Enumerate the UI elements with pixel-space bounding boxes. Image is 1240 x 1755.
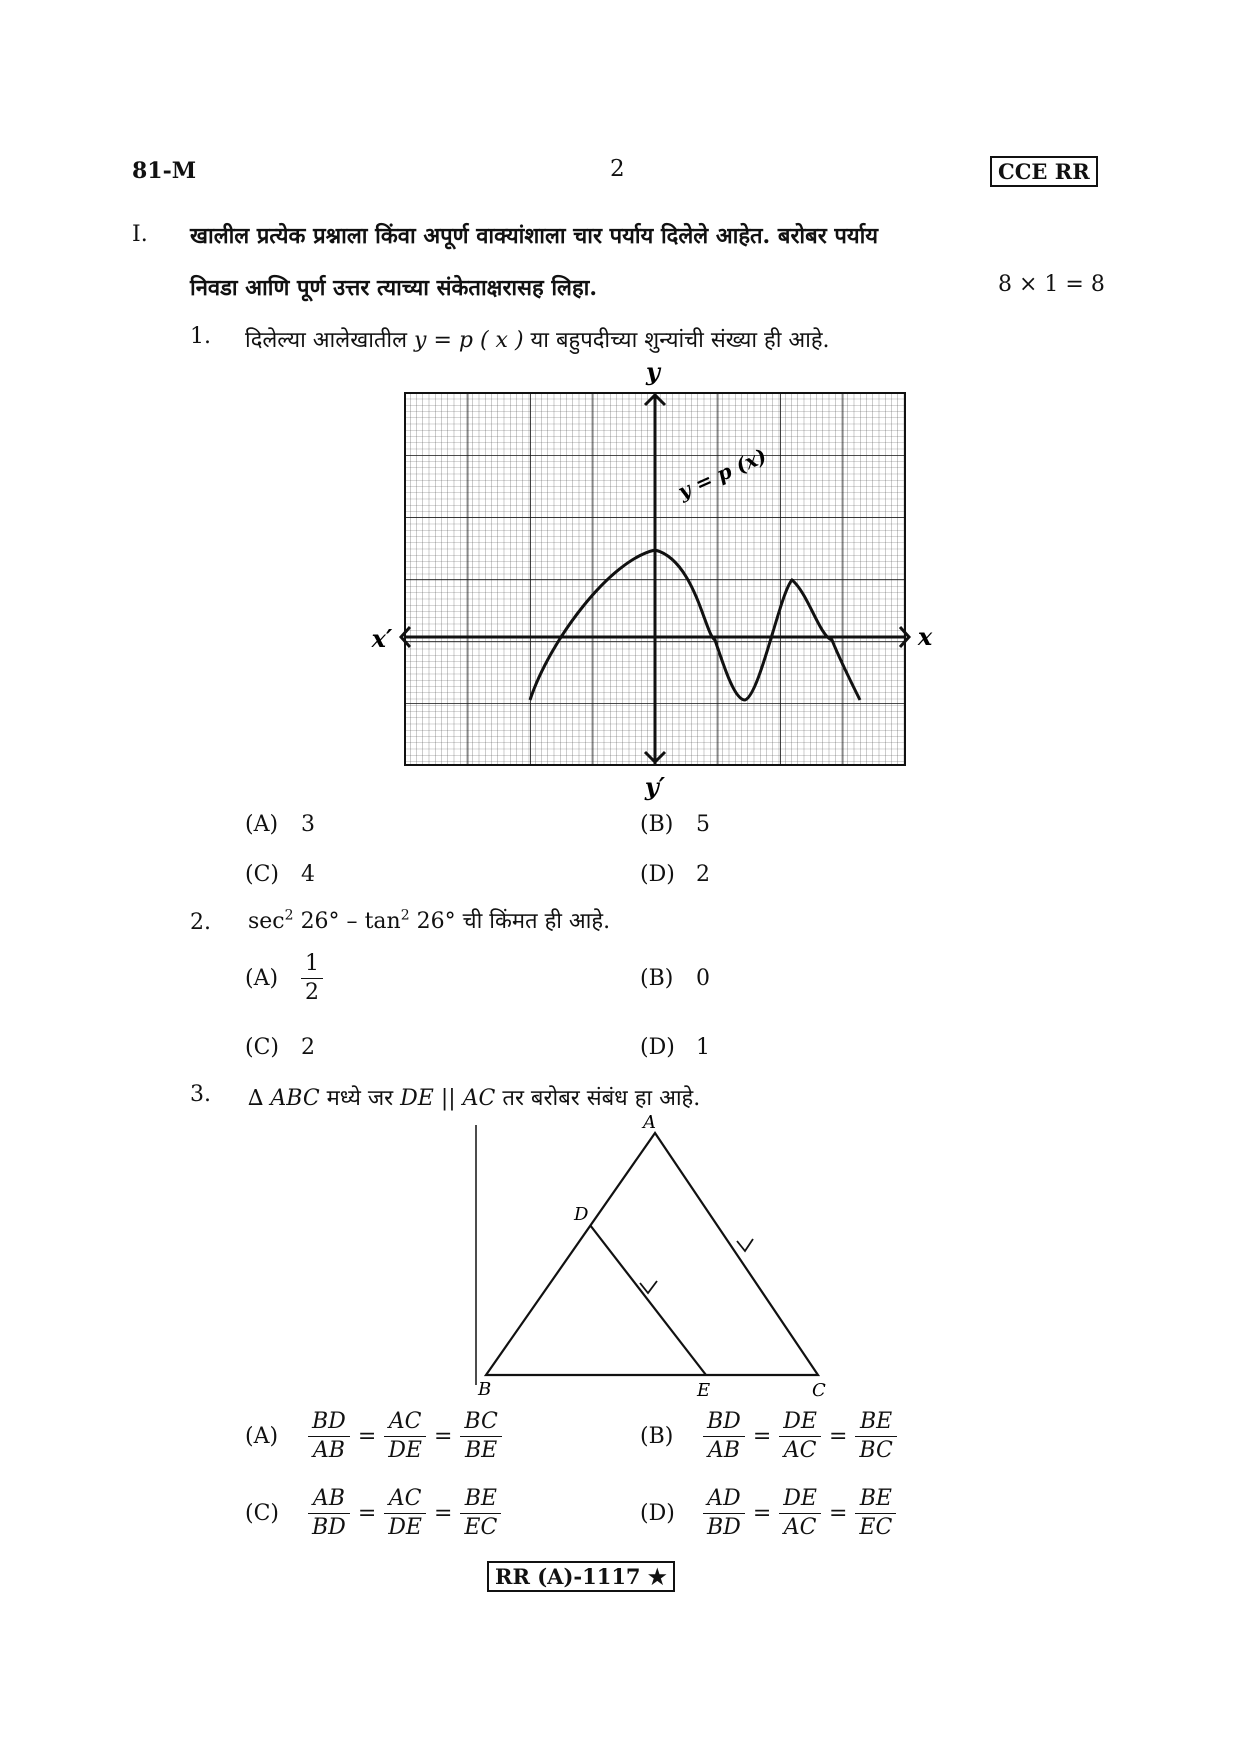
q1-option-c[interactable]: (C) 4: [245, 862, 315, 887]
instruction-line-2: निवडा आणि पूर्ण उत्तर त्याच्या संकेताक्षरासह लिहा.: [190, 275, 598, 301]
vertex-c-label: C: [812, 1380, 826, 1400]
q1-number: 1.: [190, 324, 211, 349]
page-number: 2: [610, 156, 625, 182]
cce-badge: CCE RR: [990, 156, 1098, 187]
q3-option-c[interactable]: (C) $\frac{AB}{BD}$ = $\frac{AC}{DE}$ = $\frac{BE}{EC}$: [245, 1485, 501, 1542]
q3-text: ∆ ABC मध्ये जर DE || AC तर बरोबर संबंध हा आहे.: [248, 1086, 701, 1111]
point-d-label: D: [574, 1204, 589, 1225]
q3-option-d[interactable]: (D) $\frac{AD}{BD}$ = $\frac{DE}{AC}$ = $\frac{BE}{EC}$: [640, 1485, 896, 1542]
vertex-a-label: A: [643, 1115, 656, 1133]
q1-option-a[interactable]: (A) 3: [245, 812, 315, 837]
q2-option-a-fraction: $\frac{1}{2}$: [301, 950, 323, 1007]
point-e-label: E: [697, 1380, 711, 1400]
section-number: I.: [132, 222, 148, 247]
q2-number: 2.: [190, 910, 211, 935]
q1-option-b[interactable]: (B) 5: [640, 812, 710, 837]
q1-option-d[interactable]: (D) 2: [640, 862, 710, 887]
q3-option-a[interactable]: (A) $\frac{BD}{AB}$ = $\frac{AC}{DE}$ = $\frac{BC}{BE}$: [245, 1408, 502, 1465]
q3-option-b[interactable]: (B) $\frac{BD}{AB}$ = $\frac{DE}{AC}$ = $\frac{BE}{BC}$: [640, 1408, 897, 1465]
marks-scheme: 8 × 1 = 8: [998, 272, 1105, 297]
vertex-b-label: B: [478, 1379, 492, 1400]
footer-code: RR (A)-1117 ★: [487, 1561, 675, 1592]
q3-triangle-figure: [460, 1115, 840, 1400]
q1-math: y = p ( x ): [414, 328, 524, 353]
q2-option-a[interactable]: (A) $\frac{1}{2}$: [245, 950, 323, 1007]
segment-de: [590, 1225, 706, 1375]
y-axis-label: y: [646, 357, 660, 386]
paper-code: 81-M: [132, 158, 197, 184]
parallel-arrow-ac: [737, 1239, 753, 1251]
q2-option-b[interactable]: (B) 0: [640, 966, 710, 991]
triangle-abc: [486, 1133, 818, 1375]
instruction-line-1: खालील प्रत्येक प्रश्नाला किंवा अपूर्ण वाक्यांशाला चार पर्याय दिलेले आहेत. बरोबर पर्याय: [190, 223, 879, 249]
x-neg-axis-label: x′: [371, 624, 393, 653]
x-axis-label: x: [917, 622, 933, 651]
q1-text: दिलेल्या आलेखातील y = p ( x ) या बहुपदीच्या शुन्यांची संख्या ही आहे.: [245, 328, 830, 353]
q2-text: $\sec^2 26^\circ - \tan^2 26^\circ$ ची किंमत ही आहे.: [248, 907, 611, 934]
curve-label: y = p (x): [674, 443, 771, 504]
y-neg-axis-label: y′: [644, 772, 666, 801]
q1-graph: [360, 355, 940, 805]
q2-option-c[interactable]: (C) 2: [245, 1035, 315, 1060]
q2-option-d[interactable]: (D) 1: [640, 1035, 710, 1060]
q3-number: 3.: [190, 1082, 211, 1107]
